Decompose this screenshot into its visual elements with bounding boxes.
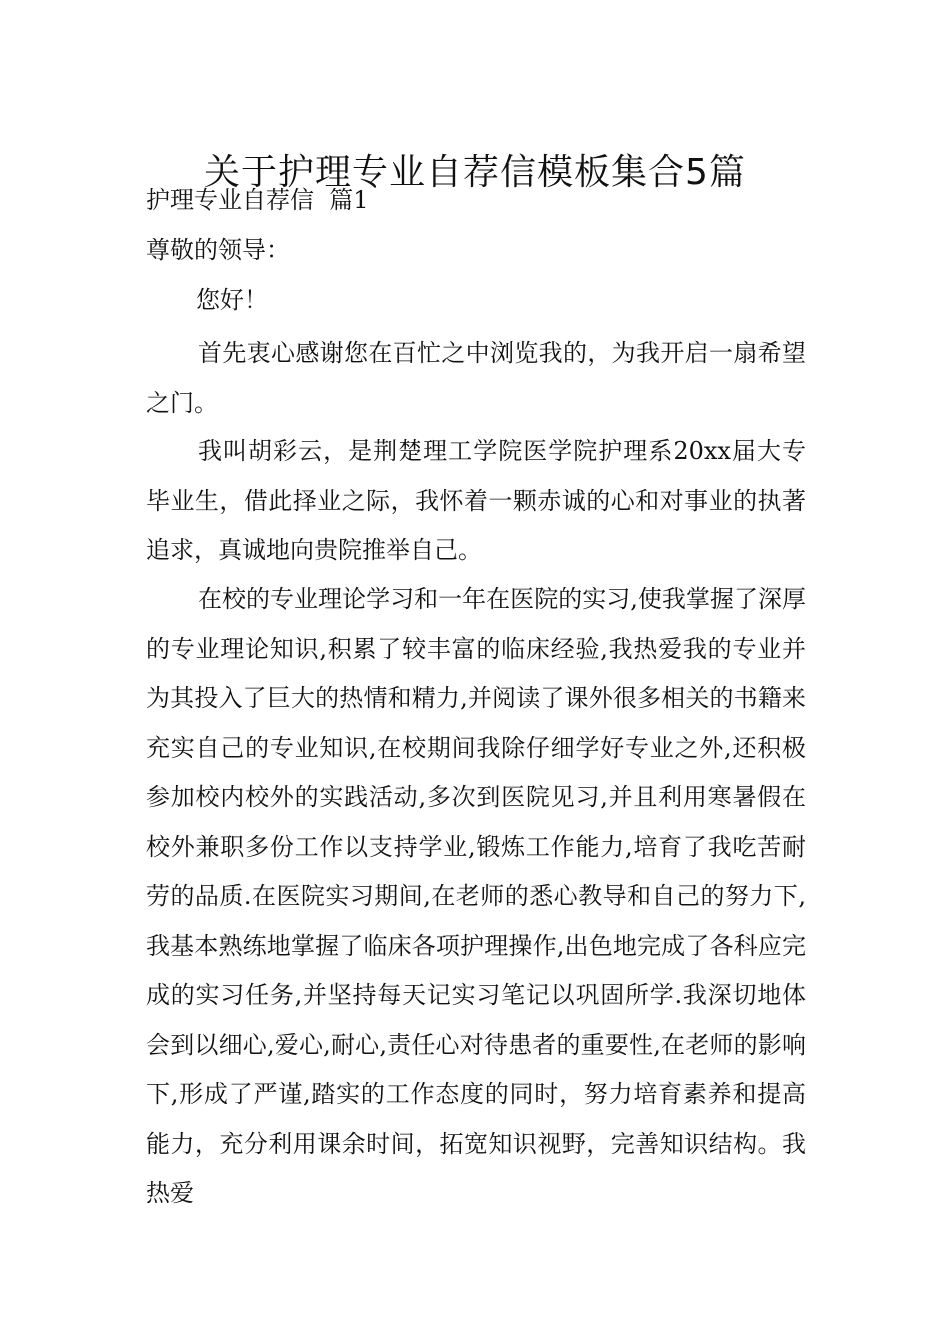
- document-title: 关于护理专业自荐信模板集合5篇: [204, 152, 746, 194]
- section-heading: 护理专业自荐信 篇1: [146, 186, 369, 214]
- body-paragraph: 首先衷心感谢您在百忙之中浏览我的，为我开启一扇希望之门。: [146, 339, 806, 417]
- body-paragraph: 我叫胡彩云，是荆楚理工学院医学院护理系20xx届大专毕业生，借此择业之际，我怀着一颗赤诚的心和对事业的执著追求，真诚地向贵院推举自己。: [146, 437, 806, 564]
- salutation: 尊敬的领导：: [146, 236, 290, 264]
- body-paragraph: 在校的专业理论学习和一年在医院的实习,使我掌握了深厚的专业理论知识,积累了较丰富的临床经验,我热爱我的专业并为其投入了巨大的热情和精力,并阅读了课外很多相关的书籍来充实自己的专业知识,在校期间我除仔细学好专业之外,还积极参加校内校外的实践活动,多次到医院见习,并且利用寒暑假在校外兼职多份工作以支持学业,锻炼工作能力,培育了我吃苦耐劳的品质.在医院实习期间,在老师的悉心教导和自己的努力下,我基本熟练地掌握了临床各项护理操作,出色地完成了各科应完成的实习任务,并坚持每天记实习笔记以巩固所学.我深切地体会到以细心,爱心,耐心,责任心对待患者的重要性,在老师的影响下,形成了严谨,踏实的工作态度的同时，努力培育素养和提高能力，充分利用课余时间，拓宽知识视野，完善知识结构。我热爱: [146, 585, 806, 1207]
- greeting: 您好！: [196, 286, 268, 314]
